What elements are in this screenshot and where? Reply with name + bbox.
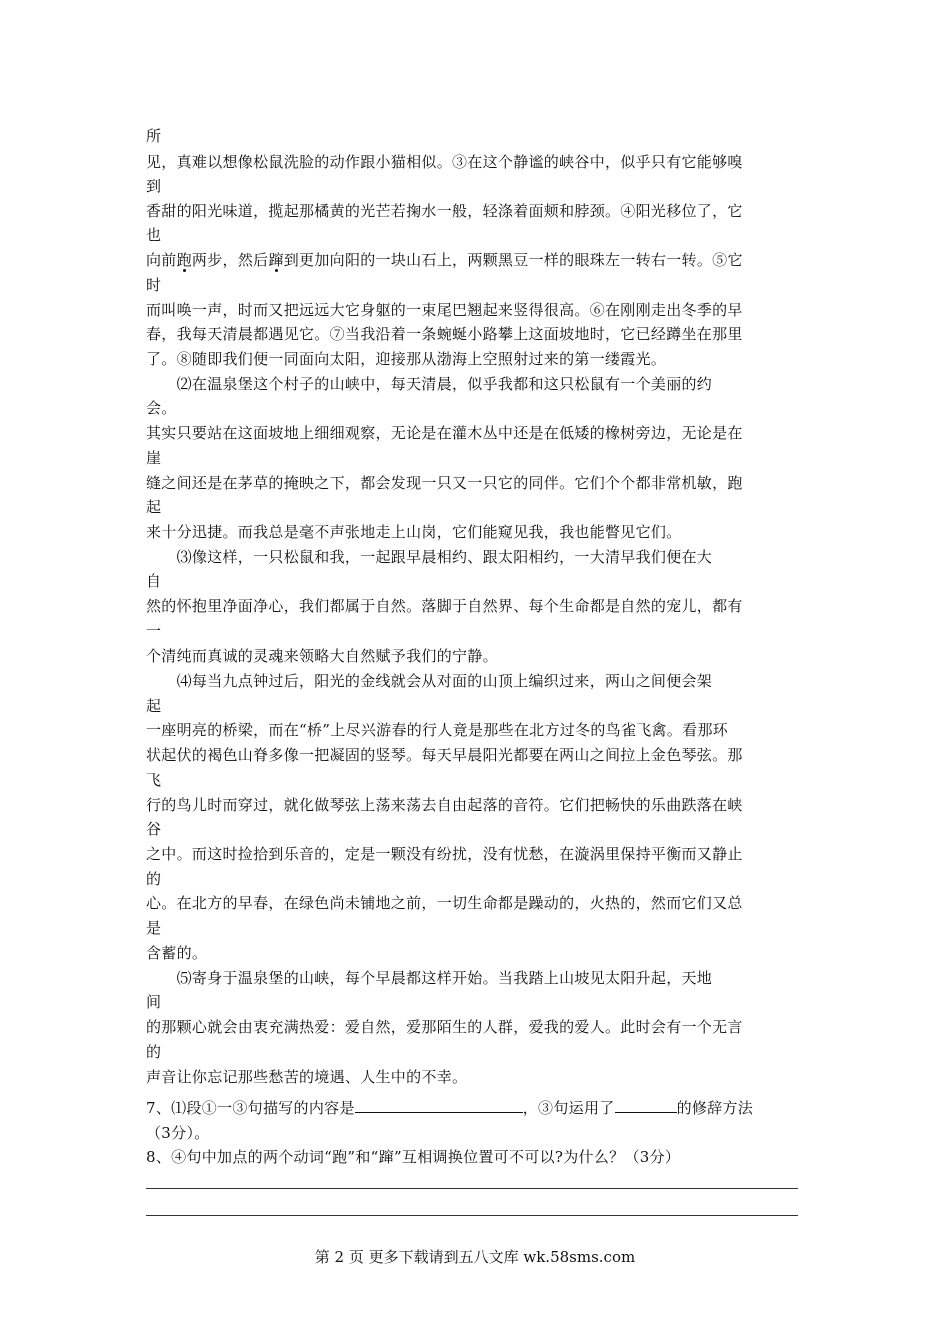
answer-blank-rhetoric[interactable] (615, 1096, 677, 1113)
text-line: 之中。而这时捡拾到乐音的，定是一颗没有纷扰，没有忧愁，在漩涡里保持平衡而又静止 (146, 845, 743, 863)
question-7-text: ，③句运用了 (522, 1099, 615, 1117)
text-line: 起 (146, 697, 162, 715)
text-line: 含蓄的。 (146, 944, 208, 962)
question-7-text: 7、⑴段①一③句描写的内容是 (146, 1099, 355, 1117)
text-line: 也 (146, 226, 162, 244)
question-7-text: 的修辞方法 (676, 1099, 754, 1117)
paragraph-5-start: ⑸寄身于温泉堡的山峡，每个早晨都这样开始。当我踏上山坡见太阳升起，天地 (146, 969, 713, 987)
question-7-points: （3分）。 (146, 1124, 210, 1142)
answer-line[interactable] (146, 1215, 798, 1216)
text-line: 间 (146, 993, 162, 1011)
text-line: 状起伏的褐色山脊多像一把凝固的竖琴。每天早晨阳光都要在两山之间拉上金色琴弦。那 (146, 746, 743, 764)
text-line: 春，我每天清晨都遇见它。⑦当我沿着一条蜿蜒小路攀上这面坡地时，它已经蹲坐在那里 (146, 325, 743, 343)
paragraph-3-start: ⑶像这样，一只松鼠和我，一起跟早晨相约、跟太阳相约，一大清早我们便在大 (146, 548, 713, 566)
text-line: 一座明亮的桥梁，而在“桥”上尽兴游春的行人竟是那些在北方过冬的鸟雀飞禽。看那环 (146, 721, 729, 739)
text-line: 时 (146, 276, 162, 294)
text-line: 了。⑧随即我们便一同面向太阳，迎接那从渤海上空照射过来的第一缕霞光。 (146, 350, 667, 368)
text-line: 缝之间还是在茅草的掩映之下，都会发现一只又一只它的同伴。它们个个都非常机敏，跑 (146, 474, 743, 492)
dotted-word-pao: 跑 (176, 251, 192, 269)
paragraph-4-start: ⑷每当九点钟过后，阳光的金线就会从对面的山顶上编织过来，两山之间便会架 (146, 672, 713, 690)
dotted-word-cuan: 蹿 (268, 251, 284, 269)
text-line: 到 (146, 177, 162, 195)
answer-line[interactable] (146, 1188, 798, 1189)
text-line: 的那颗心就会由衷充满热爱：爱自然，爱那陌生的人群，爱我的爱人。此时会有一个无言 (146, 1018, 743, 1036)
question-7 (146, 1096, 753, 1120)
text-segment: 向前 (146, 251, 177, 269)
text-line: 的 (146, 870, 162, 888)
text-line: 心。在北方的早春，在绿色尚未铺地之前，一切生命都是躁动的，火热的，然而它们又总 (146, 894, 743, 912)
text-line: 是 (146, 919, 162, 937)
text-line: 的 (146, 1043, 162, 1061)
text-line: 崖 (146, 449, 162, 467)
page-footer: 第 2 页 更多下载请到五八文库 wk.58sms.com (314, 1248, 636, 1266)
text-line: 谷 (146, 820, 162, 838)
text-line: 会。 (146, 399, 177, 417)
text-line: 其实只要站在这面坡地上细细观察，无论是在灌木丛中还是在低矮的橡树旁边，无论是在 (146, 424, 743, 442)
text-line: 行的鸟儿时而穿过，就化做琴弦上荡来荡去自由起落的音符。它们把畅快的乐曲跌落在峡 (146, 796, 743, 814)
text-line: 来十分迅捷。而我总是毫不声张地走上山岗，它们能窥见我，我也能瞥见它们。 (146, 523, 682, 541)
text-line: 见，真难以想像松鼠洗脸的动作跟小猫相似。③在这个静谧的峡谷中，似乎只有它能够嗅 (146, 153, 743, 171)
text-line: 然的怀抱里净面净心，我们都属于自然。落脚于自然界、每个生命都是自然的宠儿，都有 (146, 597, 743, 615)
text-line: 自 (146, 572, 162, 590)
text-line: 声音让你忘记那些愁苦的境遇、人生中的不幸。 (146, 1068, 468, 1086)
text-segment: 到更加向阳的一块山石上，两颗黑豆一样的眼珠左一转右一转。⑤它 (283, 251, 743, 269)
text-line: 香甜的阳光味道，揽起那橘黄的光芒若掬水一般，轻涤着面颊和脖颈。④阳光移位了，它 (146, 202, 743, 220)
text-line: 起 (146, 498, 162, 516)
text-line: 一 (146, 622, 162, 640)
text-line: 个清纯而真诚的灵魂来领略大自然赋予我们的宁静。 (146, 647, 498, 665)
text-line: 所 (146, 127, 162, 145)
question-8: 8、④句中加点的两个动词“跑”和“蹿”互相调换位置可不可以?为什么？（3分） (146, 1148, 681, 1166)
text-line-dotted (146, 248, 743, 272)
text-line: 而叫唤一声，时而又把远远大它身躯的一束尾巴翘起来竖得很高。⑥在刚刚走出冬季的早 (146, 301, 743, 319)
answer-blank-content[interactable] (355, 1096, 523, 1113)
paragraph-2-start: ⑵在温泉堡这个村子的山峡中，每天清晨，似乎我都和这只松鼠有一个美丽的约 (146, 375, 713, 393)
text-line: 飞 (146, 771, 162, 789)
text-segment: 两步，然后 (191, 251, 269, 269)
